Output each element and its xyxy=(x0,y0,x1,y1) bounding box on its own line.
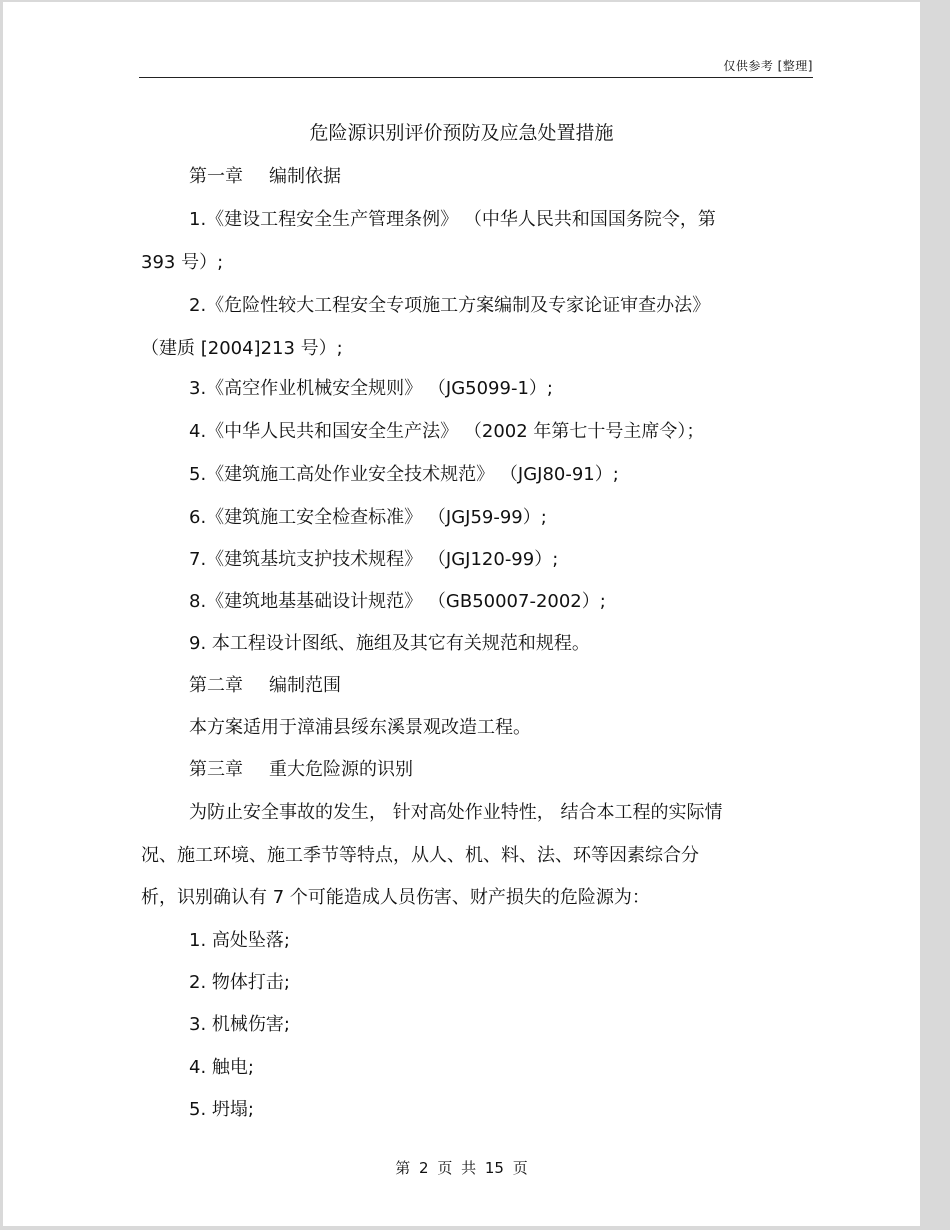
chapter-1-title: 编制依据 xyxy=(269,166,341,187)
document-page xyxy=(3,2,920,1226)
chapter-1-label: 第一章 xyxy=(189,166,243,187)
page-footer: 第 2 页 共 15 页 xyxy=(395,1159,528,1177)
hazard-item-5: 5. 坍塌; xyxy=(189,1099,254,1120)
chapter-1-heading xyxy=(189,162,341,188)
basis-item-7: 7.《建筑基坑支护技术规程》 （JGJ120-99）; xyxy=(189,549,559,570)
chapter-3-title: 重大危险源的识别 xyxy=(269,759,413,780)
basis-item-5: 5.《建筑施工高处作业安全技术规范》 （JGJ80-91）; xyxy=(189,464,619,485)
hazard-item-1: 1. 高处坠落; xyxy=(189,930,290,951)
paragraph-line-2: 况、施工环境、施工季节等特点，从人、机、料、法、环等因素综合分 xyxy=(141,845,699,866)
basis-item-9: 9. 本工程设计图纸、施组及其它有关规范和规程。 xyxy=(189,633,590,654)
paragraph-line-3: 析，识别确认有 7 个可能造成人员伤害、财产损失的危险源为： xyxy=(141,887,650,908)
document-title: 危险源识别评价预防及应急处置措施 xyxy=(309,122,614,144)
basis-item-4: 4.《中华人民共和国安全生产法》 （2002 年第七十号主席令）； xyxy=(189,421,705,442)
basis-item-2-line2: （建质 [2004]213 号）; xyxy=(141,338,343,359)
basis-item-1-line1: 1.《建设工程安全生产管理条例》 （中华人民共和国国务院令，第 xyxy=(189,209,716,230)
scope-text: 本方案适用于漳浦县绥东溪景观改造工程。 xyxy=(189,717,531,738)
basis-item-3: 3.《高空作业机械安全规则》 （JG5099-1）; xyxy=(189,378,553,399)
hazard-item-2: 2. 物体打击; xyxy=(189,972,290,993)
hazard-item-4: 4. 触电; xyxy=(189,1057,254,1078)
hazard-item-3: 3. 机械伤害; xyxy=(189,1014,290,1035)
basis-item-8: 8.《建筑地基基础设计规范》 （GB50007-2002）; xyxy=(189,591,606,612)
basis-item-1-line2: 393 号）; xyxy=(141,252,224,273)
chapter-2-heading xyxy=(189,671,341,697)
chapter-3-heading xyxy=(189,755,413,781)
basis-item-6: 6.《建筑施工安全检查标准》 （JGJ59-99）; xyxy=(189,507,547,528)
page-header: 仅供参考 [整理] xyxy=(723,59,813,73)
basis-item-2-line1: 2.《危险性较大工程安全专项施工方案编制及专家论证审查办法》 xyxy=(189,295,711,316)
chapter-2-label: 第二章 xyxy=(189,675,243,696)
paragraph-line-1: 为防止安全事故的发生， 针对高处作业特性， 结合本工程的实际情 xyxy=(189,802,723,823)
header-rule xyxy=(139,77,813,78)
chapter-2-title: 编制范围 xyxy=(269,675,341,696)
chapter-3-label: 第三章 xyxy=(189,759,243,780)
